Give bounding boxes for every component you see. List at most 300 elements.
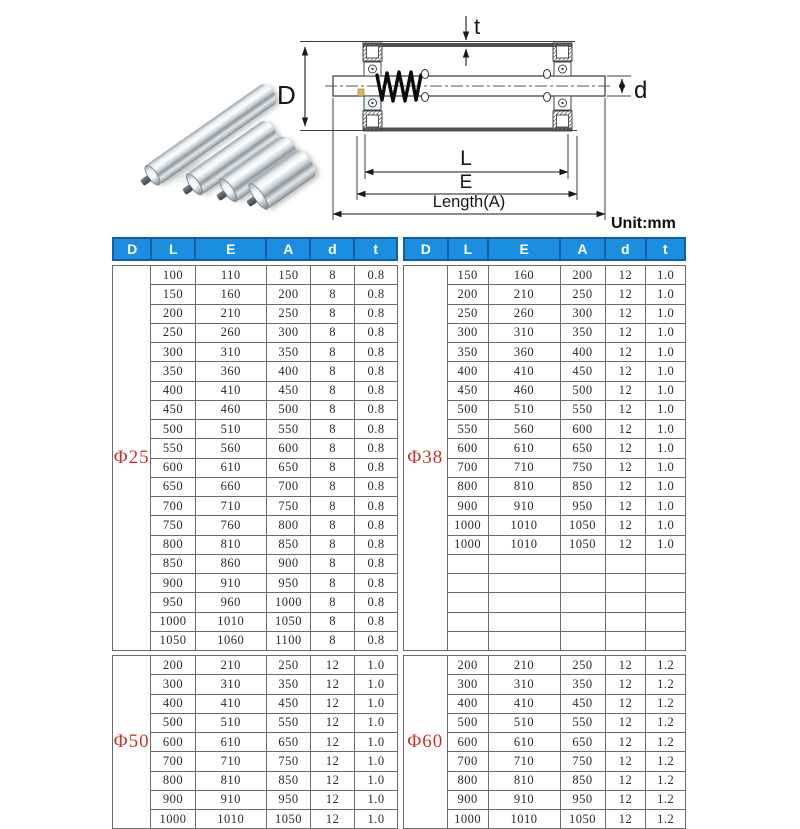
cell: 1.0 <box>646 266 686 285</box>
cell: 410 <box>488 694 560 713</box>
cell: 8 <box>311 631 355 650</box>
cell: 8 <box>311 362 355 381</box>
cell: 12 <box>311 656 355 675</box>
cell: 710 <box>195 497 266 516</box>
cell: 1000 <box>447 535 488 554</box>
cell: 350 <box>447 343 488 362</box>
cell: 710 <box>195 752 266 771</box>
cell: 260 <box>195 323 266 342</box>
cell: 710 <box>488 458 560 477</box>
cell: 150 <box>266 266 310 285</box>
cell: 12 <box>605 810 646 829</box>
cell: 1.2 <box>646 733 686 752</box>
cell: 0.8 <box>355 477 398 496</box>
cell: 0.8 <box>355 458 398 477</box>
cell: 950 <box>560 497 605 516</box>
cell: 1.0 <box>355 771 398 790</box>
cell: 12 <box>605 458 646 477</box>
cell: 350 <box>560 675 605 694</box>
cell: 750 <box>560 752 605 771</box>
cell: 250 <box>151 323 195 342</box>
spec-table-header <box>403 237 686 261</box>
table-row <box>404 656 686 675</box>
dim-label-L: L <box>460 147 472 170</box>
cell: 0.8 <box>355 362 398 381</box>
table-row <box>113 771 398 790</box>
table-row <box>113 535 398 554</box>
cell: 610 <box>488 733 560 752</box>
cell: 800 <box>447 477 488 496</box>
cell: 100 <box>151 266 195 285</box>
cell: 450 <box>266 694 310 713</box>
cell: 900 <box>447 790 488 809</box>
cell: 700 <box>266 477 310 496</box>
cell: 12 <box>605 381 646 400</box>
cell: 810 <box>488 477 560 496</box>
cell: 450 <box>560 362 605 381</box>
column-header-E: E <box>488 238 560 260</box>
cell: 410 <box>488 362 560 381</box>
cell: 1.0 <box>355 694 398 713</box>
cell: 12 <box>311 790 355 809</box>
cell: 1.0 <box>646 323 686 342</box>
cell: 300 <box>151 343 195 362</box>
cell: 1.2 <box>646 713 686 732</box>
cell: 8 <box>311 612 355 631</box>
cell <box>646 631 686 650</box>
cell: 310 <box>195 675 266 694</box>
cell: 400 <box>447 362 488 381</box>
cell: 1000 <box>151 810 195 829</box>
cell: 12 <box>605 733 646 752</box>
cell: 950 <box>560 790 605 809</box>
cell: 1.0 <box>646 497 686 516</box>
cell: 0.8 <box>355 497 398 516</box>
column-header-D: D <box>404 238 448 260</box>
cell: 8 <box>311 554 355 573</box>
cell: 210 <box>488 656 560 675</box>
cell: 12 <box>605 535 646 554</box>
cell: 12 <box>311 675 355 694</box>
table-row <box>113 285 398 304</box>
table-row <box>113 713 398 732</box>
cell: 1.2 <box>646 752 686 771</box>
cell: 1000 <box>447 516 488 535</box>
cell <box>560 593 605 612</box>
spec-section-phi25 <box>112 265 398 651</box>
cell: 900 <box>151 790 195 809</box>
cell: 560 <box>488 420 560 439</box>
cell: 350 <box>560 323 605 342</box>
cell <box>447 631 488 650</box>
cell: 500 <box>151 713 195 732</box>
table-row <box>113 323 398 342</box>
cell: 1000 <box>266 593 310 612</box>
cell: 850 <box>151 554 195 573</box>
cell: 250 <box>560 285 605 304</box>
cell: 12 <box>605 285 646 304</box>
table-row <box>113 304 398 323</box>
table-row <box>113 656 398 675</box>
cell: 650 <box>266 733 310 752</box>
cell: 1050 <box>560 535 605 554</box>
cell: 0.8 <box>355 554 398 573</box>
cell: 300 <box>447 675 488 694</box>
cell <box>646 612 686 631</box>
cell: 0.8 <box>355 612 398 631</box>
cell <box>447 593 488 612</box>
table-row <box>113 733 398 752</box>
column-header-E: E <box>195 238 266 260</box>
cell: 300 <box>560 304 605 323</box>
cell: 12 <box>605 752 646 771</box>
cell: 1.0 <box>355 733 398 752</box>
table-row <box>113 612 398 631</box>
cell: 12 <box>605 362 646 381</box>
cell: 12 <box>311 810 355 829</box>
cell: 350 <box>266 343 310 362</box>
cell: 200 <box>447 656 488 675</box>
cell: 950 <box>266 790 310 809</box>
cell: 1.0 <box>355 713 398 732</box>
dim-label-D: D <box>277 80 296 110</box>
cell: 12 <box>605 266 646 285</box>
column-header-t: t <box>354 238 397 260</box>
cell: 610 <box>195 733 266 752</box>
cell: 12 <box>311 752 355 771</box>
cell: 0.8 <box>355 343 398 362</box>
cell: 8 <box>311 285 355 304</box>
cell: 12 <box>605 497 646 516</box>
header-row <box>113 238 397 260</box>
cell <box>646 593 686 612</box>
cell <box>560 574 605 593</box>
cell: 400 <box>560 343 605 362</box>
cell: 450 <box>447 381 488 400</box>
cell: 1050 <box>266 612 310 631</box>
cell: 200 <box>266 285 310 304</box>
cell: 800 <box>151 771 195 790</box>
cell: 300 <box>151 675 195 694</box>
diameter-label-phi25: Φ25 <box>113 266 151 651</box>
cell: 910 <box>488 497 560 516</box>
dim-label-E: E <box>459 172 473 193</box>
pin-hole <box>544 70 551 79</box>
spec-table-left <box>112 237 398 829</box>
cell: 0.8 <box>355 631 398 650</box>
table-row <box>113 694 398 713</box>
table-row <box>113 574 398 593</box>
cell: 350 <box>266 675 310 694</box>
table-row <box>113 810 398 829</box>
cell: 610 <box>488 439 560 458</box>
cell: 12 <box>605 477 646 496</box>
cell: 250 <box>447 304 488 323</box>
cell: 12 <box>311 771 355 790</box>
cell: 8 <box>311 497 355 516</box>
spec-section-phi50 <box>112 655 398 829</box>
cell: 850 <box>560 771 605 790</box>
cell: 8 <box>311 516 355 535</box>
cell: 12 <box>605 694 646 713</box>
cell: 500 <box>447 713 488 732</box>
spec-section-phi38 <box>403 265 686 651</box>
table-row <box>113 516 398 535</box>
cell: 210 <box>195 656 266 675</box>
cell: 1.2 <box>646 771 686 790</box>
roller-cap <box>245 180 272 212</box>
cell: 810 <box>195 771 266 790</box>
table-row <box>113 477 398 496</box>
cell: 12 <box>605 304 646 323</box>
cell: 260 <box>488 304 560 323</box>
cell <box>447 554 488 573</box>
cell: 550 <box>560 713 605 732</box>
cell: 550 <box>151 439 195 458</box>
cell: 8 <box>311 381 355 400</box>
cell <box>605 574 646 593</box>
cell: 1.0 <box>646 420 686 439</box>
cell: 1000 <box>447 810 488 829</box>
table-row <box>113 497 398 516</box>
spec-table-right <box>403 237 686 829</box>
cell: 910 <box>488 790 560 809</box>
spec-table-header <box>112 237 398 261</box>
dim-label-t: t <box>474 14 481 39</box>
cell: 810 <box>488 771 560 790</box>
cell: 910 <box>195 790 266 809</box>
cell: 12 <box>605 675 646 694</box>
cell <box>605 631 646 650</box>
cell: 12 <box>605 771 646 790</box>
cell: 960 <box>195 593 266 612</box>
cell: 910 <box>195 574 266 593</box>
cell: 450 <box>266 381 310 400</box>
cell: 950 <box>151 593 195 612</box>
cell: 0.8 <box>355 593 398 612</box>
table-row <box>113 593 398 612</box>
cell: 12 <box>311 694 355 713</box>
cell: 0.8 <box>355 381 398 400</box>
column-header-d: d <box>605 238 646 260</box>
column-header-L: L <box>151 238 195 260</box>
cell: 550 <box>447 420 488 439</box>
cell: 8 <box>311 439 355 458</box>
cell: 650 <box>560 439 605 458</box>
cell: 1.0 <box>646 516 686 535</box>
cell: 0.8 <box>355 304 398 323</box>
cell: 300 <box>447 323 488 342</box>
cell: 12 <box>605 656 646 675</box>
cell: 150 <box>151 285 195 304</box>
cell <box>646 554 686 573</box>
table-row <box>113 420 398 439</box>
cell: 200 <box>151 656 195 675</box>
cell: 0.8 <box>355 516 398 535</box>
table-row <box>113 362 398 381</box>
cell <box>605 554 646 573</box>
cell: 560 <box>195 439 266 458</box>
cell: 460 <box>195 400 266 419</box>
cell: 210 <box>195 304 266 323</box>
cell: 12 <box>311 733 355 752</box>
cell: 12 <box>605 516 646 535</box>
cell: 750 <box>266 497 310 516</box>
cell: 360 <box>488 343 560 362</box>
column-header-A: A <box>560 238 605 260</box>
cell: 500 <box>447 400 488 419</box>
table-row <box>113 400 398 419</box>
spring-end-loop <box>422 70 429 79</box>
table-row <box>404 266 686 285</box>
cell: 0.8 <box>355 285 398 304</box>
cell: 1.0 <box>355 656 398 675</box>
cell: 0.8 <box>355 535 398 554</box>
table-row <box>113 266 398 285</box>
cell: 710 <box>488 752 560 771</box>
cell: 250 <box>266 304 310 323</box>
table-row <box>113 752 398 771</box>
cell: 1050 <box>560 810 605 829</box>
cell <box>605 593 646 612</box>
cell: 650 <box>266 458 310 477</box>
table-row <box>113 675 398 694</box>
cell: 750 <box>560 458 605 477</box>
cell <box>560 631 605 650</box>
cell: 1010 <box>195 810 266 829</box>
cell: 510 <box>488 400 560 419</box>
cell: 310 <box>488 675 560 694</box>
cell: 160 <box>195 285 266 304</box>
column-header-D: D <box>113 238 151 260</box>
diameter-label-phi50: Φ50 <box>113 656 151 829</box>
header-row <box>404 238 685 260</box>
cell: 8 <box>311 343 355 362</box>
cell: 0.8 <box>355 420 398 439</box>
cell: 12 <box>605 439 646 458</box>
cell: 610 <box>195 458 266 477</box>
column-header-t: t <box>646 238 685 260</box>
cell: 8 <box>311 593 355 612</box>
cell: 250 <box>266 656 310 675</box>
cell: 1100 <box>266 631 310 650</box>
cell: 200 <box>151 304 195 323</box>
cell: 1050 <box>266 810 310 829</box>
table-row <box>113 554 398 573</box>
cell <box>646 574 686 593</box>
tube-top-wall <box>363 43 572 47</box>
tube-bottom-wall <box>363 128 572 132</box>
cell: 110 <box>195 266 266 285</box>
cell: 850 <box>266 535 310 554</box>
cell: 12 <box>605 713 646 732</box>
cell: 600 <box>560 420 605 439</box>
cell: 400 <box>151 381 195 400</box>
cell: 1050 <box>151 631 195 650</box>
cell: 200 <box>560 266 605 285</box>
cell: 1.2 <box>646 694 686 713</box>
spec-section-phi60 <box>403 655 686 829</box>
cell: 1.2 <box>646 810 686 829</box>
cell: 1.0 <box>646 439 686 458</box>
cell: 12 <box>605 420 646 439</box>
cell: 1000 <box>151 612 195 631</box>
cell: 1.0 <box>646 304 686 323</box>
cell <box>605 612 646 631</box>
cell: 450 <box>560 694 605 713</box>
cell: 360 <box>195 362 266 381</box>
cell: 1.0 <box>355 810 398 829</box>
cell: 310 <box>488 323 560 342</box>
cell: 700 <box>151 497 195 516</box>
cell: 500 <box>560 381 605 400</box>
cell: 1.0 <box>355 752 398 771</box>
cell: 1050 <box>560 516 605 535</box>
cell: 800 <box>151 535 195 554</box>
cell <box>488 554 560 573</box>
cell: 150 <box>447 266 488 285</box>
cell: 0.8 <box>355 574 398 593</box>
cell: 8 <box>311 477 355 496</box>
cell: 1.0 <box>646 477 686 496</box>
cell: 460 <box>488 381 560 400</box>
cell <box>447 612 488 631</box>
cell: 1.2 <box>646 790 686 809</box>
cell <box>488 612 560 631</box>
cell: 750 <box>266 752 310 771</box>
column-header-A: A <box>266 238 310 260</box>
column-header-L: L <box>448 238 489 260</box>
cell <box>560 612 605 631</box>
table-row <box>113 381 398 400</box>
cell: 650 <box>560 733 605 752</box>
cell: 600 <box>447 439 488 458</box>
cell: 12 <box>311 713 355 732</box>
spring-end-loop <box>422 93 429 102</box>
cell: 410 <box>195 694 266 713</box>
cell: 1.0 <box>646 400 686 419</box>
cell: 1.2 <box>646 675 686 694</box>
table-row <box>113 343 398 362</box>
unit-label: Unit:mm <box>611 215 676 232</box>
cell: 300 <box>266 323 310 342</box>
cell: 810 <box>195 535 266 554</box>
cell: 800 <box>266 516 310 535</box>
cell: 0.8 <box>355 439 398 458</box>
cell <box>488 593 560 612</box>
cell: 510 <box>195 713 266 732</box>
cell: 700 <box>151 752 195 771</box>
cell: 900 <box>266 554 310 573</box>
cell: 550 <box>560 400 605 419</box>
cell: 1.0 <box>646 535 686 554</box>
cell: 1.2 <box>646 656 686 675</box>
cell: 700 <box>447 752 488 771</box>
cell: 310 <box>195 343 266 362</box>
cell: 350 <box>151 362 195 381</box>
cell: 210 <box>488 285 560 304</box>
cell: 750 <box>151 516 195 535</box>
cell: 550 <box>266 713 310 732</box>
table-row <box>113 439 398 458</box>
diameter-label-phi60: Φ60 <box>404 656 448 829</box>
cell: 1010 <box>488 535 560 554</box>
diameter-label-phi38: Φ38 <box>404 266 448 651</box>
cell: 500 <box>151 420 195 439</box>
cell: 0.8 <box>355 266 398 285</box>
cell: 1060 <box>195 631 266 650</box>
table-row <box>113 458 398 477</box>
